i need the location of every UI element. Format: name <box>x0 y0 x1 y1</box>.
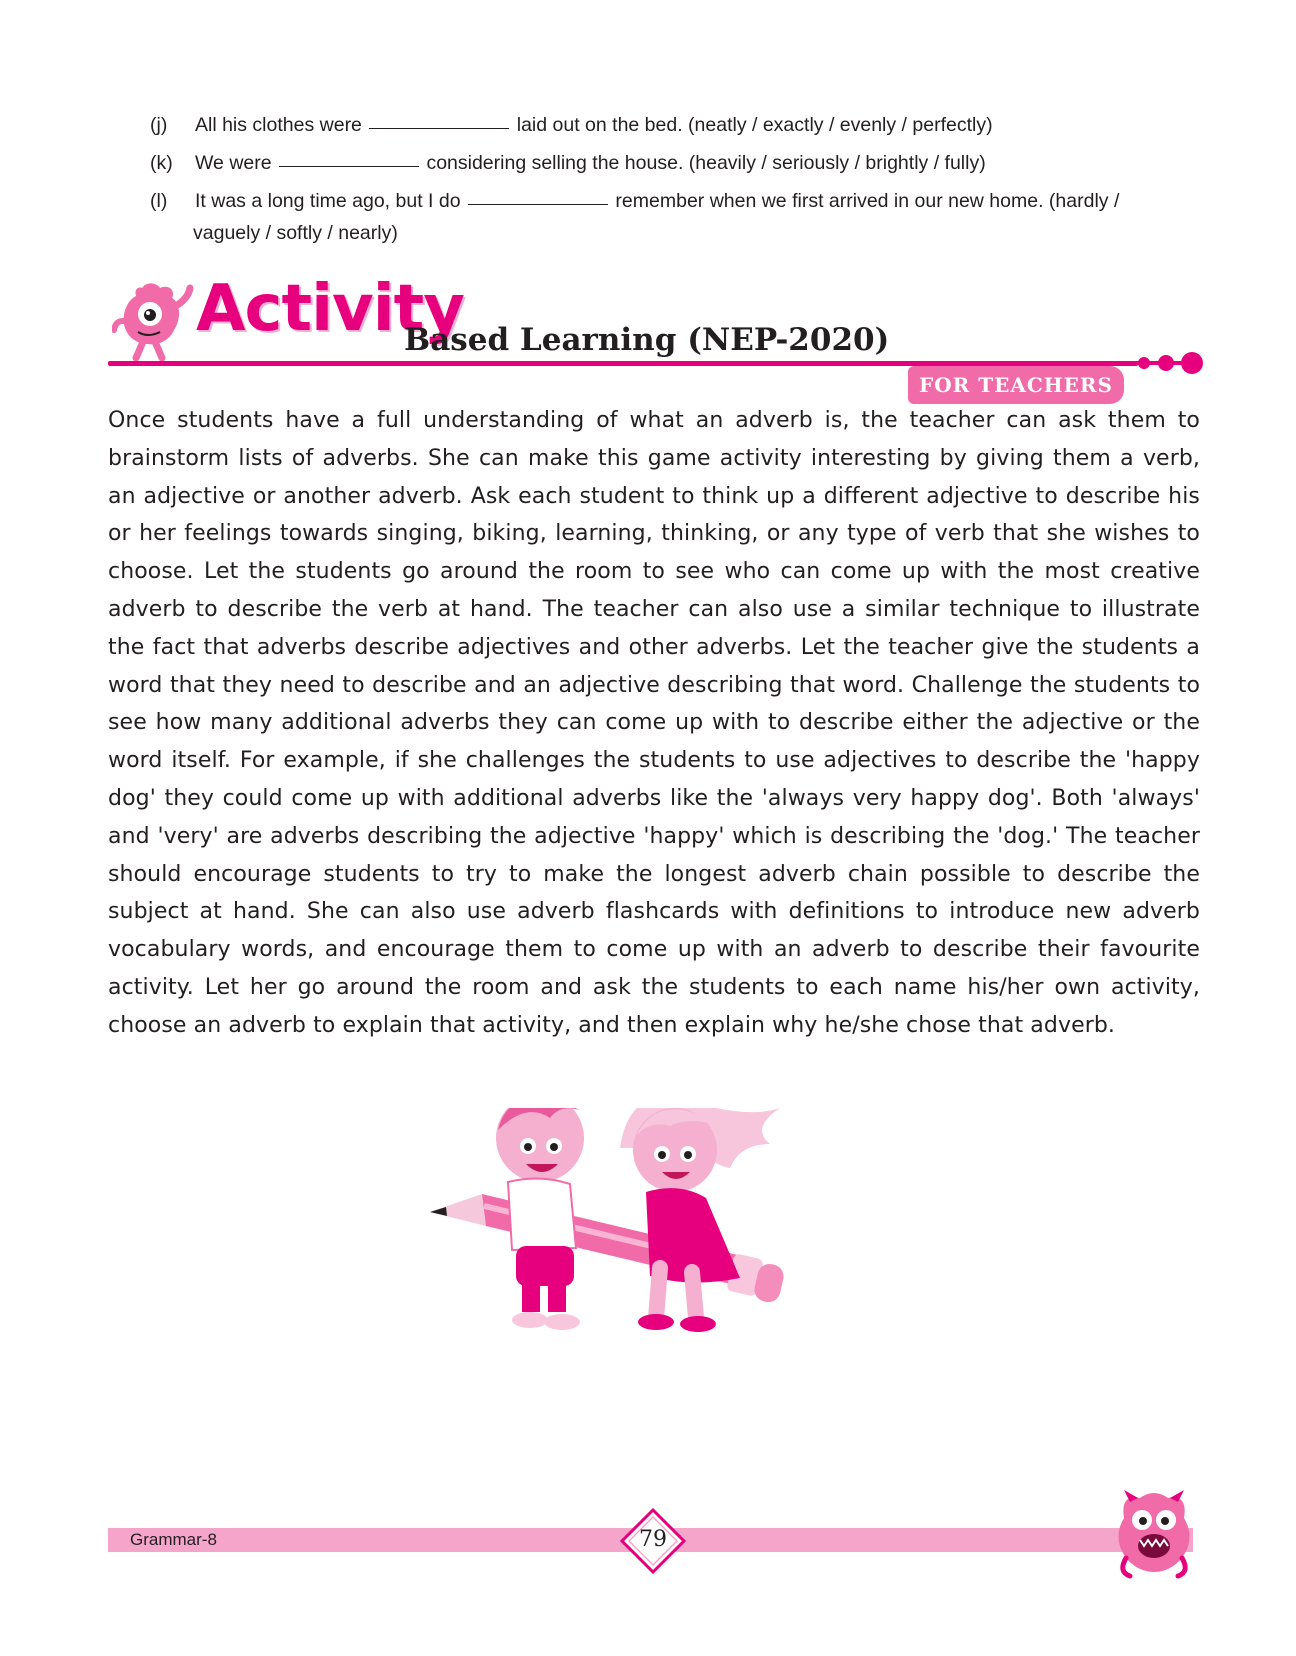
exercise-text-before: It was a long time ago, but I do <box>195 190 461 212</box>
exercise-text-after: considering selling the house. (heavily / seriously / brightly / fully) <box>426 152 986 174</box>
activity-header <box>108 274 1200 404</box>
dots-decoration <box>1128 348 1208 378</box>
answer-blank[interactable] <box>468 204 608 205</box>
for-teachers-badge: FOR TEACHERS <box>908 366 1124 404</box>
exercise-text-after: laid out on the bed. (neatly / exactly / evenly / perfectly) <box>516 114 993 136</box>
exercise-list <box>150 108 1200 252</box>
exercise-text-before: All his clothes were <box>195 114 362 136</box>
exercise-text-before: We were <box>195 152 272 174</box>
kids-on-pencil-illustration <box>430 1108 830 1428</box>
monster-icon <box>1110 1488 1198 1580</box>
answer-blank[interactable] <box>279 166 419 167</box>
page-number: 79 <box>639 1527 667 1552</box>
exercise-text-continuation: vaguely / softly / nearly) <box>193 222 398 244</box>
answer-blank[interactable] <box>369 128 509 129</box>
activity-body-text: Once students have a full understanding of what an adverb is, the teacher can ask them to brainstorm lists of adverbs. She can make this game activity interesting by giving them a verb, an adjective or another adverb. Ask each student to think up a different adjective to describe his or her feelings towards singing, biking, learning, thinking, or any type of verb that she wishes to choose. Let the students go around the room to see who can come up with the most creative adverb to describe the verb at hand. The teacher can also use a similar technique to illustrate the fact that adverbs describe adjectives and other adverbs. Let the teacher give the students a word that they need to describe and an adjective describing that word. Challenge the students to see how many additional adverbs they can come up with to describe either the adjective or the word itself. For example, if she challenges the students to use adjectives to describe the 'happy dog' they could come up with additional adverbs like the 'always very happy dog'. Both 'always' and 'very' are adverbs describing the adjective 'happy' which is describing the 'dog.' The teacher should encourage students to try to make the longest adverb chain possible to describe the subject at hand. She can also use adverb flashcards with definitions to introduce new adverb vocabulary words, and encourage them to come up with an adverb to describe their favourite activity. Let her go around the room and ask the students to each name his/her own activity, choose an adverb to explain that activity, and then explain why he/she chose that adverb. <box>108 408 1200 1038</box>
exercise-letter: (l) <box>150 190 168 212</box>
exercise-item-j <box>150 108 1200 142</box>
activity-subtitle: Based Learning (NEP-2020) <box>404 322 890 358</box>
activity-title: Activity <box>196 272 464 346</box>
exercise-letter: (k) <box>150 152 173 174</box>
exercise-item-k <box>150 146 1200 180</box>
exercise-item-l <box>150 184 1200 248</box>
exercise-text-after: remember when we first arrived in our new home. (hardly / <box>615 190 1120 212</box>
exercise-letter: (j) <box>150 114 168 136</box>
book-title: Grammar-8 <box>130 1530 217 1549</box>
mascot-icon <box>112 278 196 362</box>
